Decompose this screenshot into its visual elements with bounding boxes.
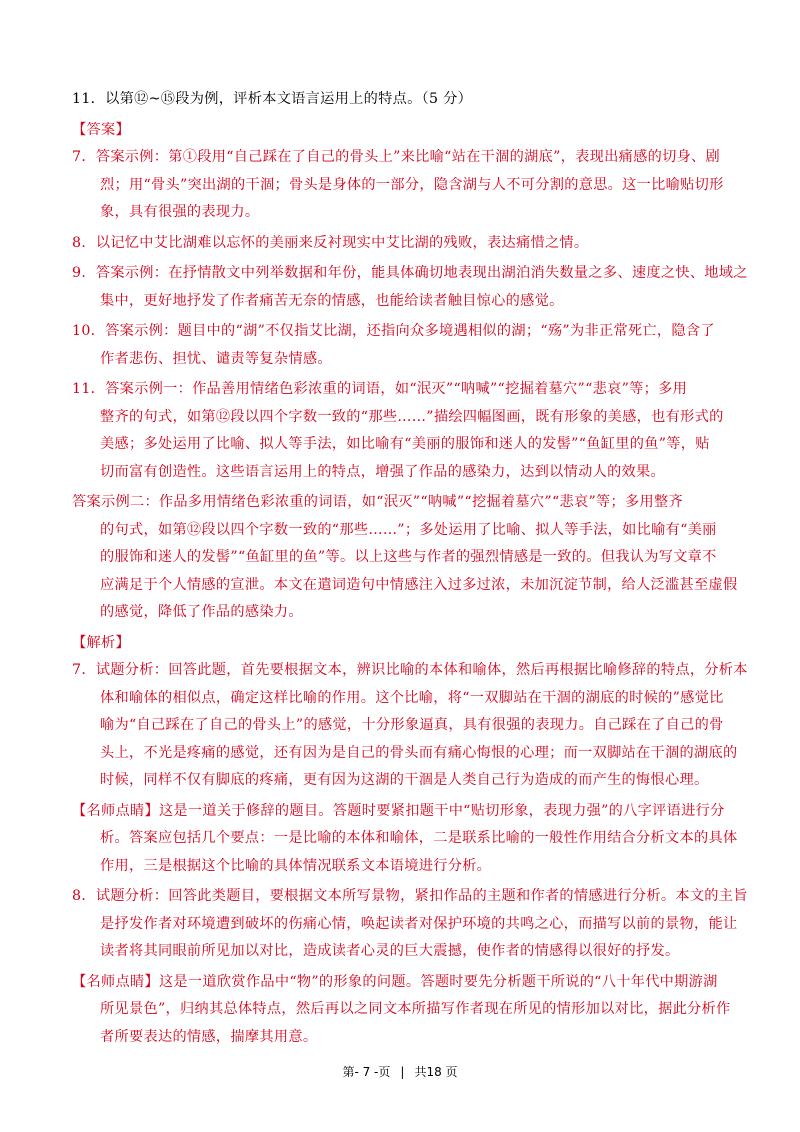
- answer-line: 的服饰和迷人的发髻”“鱼缸里的鱼”等。以上这些与作者的强烈情感是一致的。但我认为写文章不: [100, 549, 717, 565]
- answer-7: [72, 144, 732, 227]
- document-body: [72, 86, 748, 1054]
- footer-separator: |: [400, 1065, 405, 1079]
- teacher-tip-line: 这是一道关于修辞的题目。答题时要紧扣题干中“贴切形象，表现力强”的八字评语进行分: [158, 802, 725, 819]
- answer-8: [72, 230, 732, 258]
- teacher-tip-line: 析。答案应包括几个要点：一是比喻的本体和喻体，二是联系比喻的一般性作用结合分析文本的具体: [100, 830, 738, 846]
- answer-number: 11．: [72, 381, 106, 397]
- analysis-line: 体和喻体的相似点，确定这样比喻的作用。这个比喻，将“一双脚站在干涸的湖底的时候的”感觉比: [100, 689, 724, 706]
- teacher-tip-tag: 【名师点睛】: [72, 802, 159, 819]
- analysis-line: 试题分析：回答此题，首先要根据文本，辨识比喻的本体和喻体，然后再根据比喻修辞的特点，分析本: [95, 662, 748, 678]
- answer-11-example-2: [72, 489, 738, 627]
- answer-number: 10．: [72, 323, 106, 339]
- answer-line: 整齐的句式，如第⑫段以四个字数一致的“那些……”描绘四幅图画，既有形象的美感，也有形式的: [100, 408, 724, 425]
- answer-line: 的句式，如第⑫段以四个字数一致的“那些……”；多处运用了比喻、拟人等手法，如比喻有“美丽: [100, 521, 717, 538]
- answer-line: 集中，更好地抒发了作者痛苦无奈的情感，也能给读者触目惊心的感觉。: [100, 292, 564, 309]
- answer-line: 烈；用“骨头”突出湖的干涸；骨头是身体的一部分，隐含湖与人不可分割的意思。这一比喻贴切形: [100, 176, 724, 193]
- answer-number: 8．: [72, 234, 96, 251]
- answer-line: 答案示例一：作品善用情绪色彩浓重的词语，如“泯灭”“呐喊”“挖掘着墓穴”“悲哀”等；多用: [105, 381, 688, 397]
- answer-line: 答案示例二：作品多用情绪色彩浓重的词语，如“泯灭”“呐喊”“挖掘着墓穴”“悲哀”等；多用整齐: [72, 494, 683, 510]
- answer-line: 答案示例：第①段用“自己踩在了自己的骨头上”来比喻“站在干涸的湖底”，表现出痛感的切身、剧: [95, 149, 721, 165]
- answer-number: 7．: [72, 149, 96, 165]
- teacher-tip-7: [72, 798, 738, 881]
- answer-line: 以记忆中艾比湖难以忘怀的美丽来反衬现实中艾比湖的残败，表达痛惜之情。: [95, 234, 589, 251]
- answer-header: 【答案】: [72, 121, 130, 138]
- analysis-line: 头上，不光是疼痛的感觉，还有因为是自己的骨头而有痛心悔恨的心理；而一双脚站在干涸的湖底的: [100, 744, 738, 761]
- answer-number: 9．: [72, 265, 96, 281]
- answer-9: [72, 260, 748, 315]
- analysis-header: 【解析】: [72, 634, 130, 651]
- page-number: 第- 7 -页: [342, 1065, 391, 1079]
- page-footer: [0, 1063, 800, 1080]
- answer-11: [72, 376, 732, 486]
- teacher-tip-line: 作用，三是根据这个比喻的具体情况联系文本语境进行分析。: [100, 857, 492, 874]
- teacher-tip-line: 所见景色”，归纳其总体特点，然后再以之同文本所描写作者现在所见的情形加以对比，据此分析作: [100, 1001, 731, 1017]
- analysis-line: 时候，同样不仅有脚底的疼痛，更有因为这湖的干涸是人类自己行为造成的而产生的悔恨心理。: [100, 772, 709, 788]
- answer-line: 答案示例：在抒情散文中列举数据和年份，能具体确切地表现出湖泊消失数量之多、速度之快、地域之: [95, 265, 748, 281]
- analysis-7: [72, 657, 748, 795]
- answer-line: 答案示例：题目中的“湖”不仅指艾比湖，还指向众多境遇相似的湖；“殇”为非正常死亡，隐含了: [105, 323, 715, 339]
- analysis-number: 7．: [72, 662, 96, 678]
- teacher-tip-8: [72, 969, 732, 1052]
- answer-line: 的感觉，降低了作品的感染力。: [100, 604, 303, 620]
- answer-line: 作者悲伤、担忧、谴责等复杂情感。: [100, 350, 332, 367]
- analysis-number: 8．: [72, 888, 96, 904]
- analysis-8: [72, 883, 748, 966]
- answer-10: [72, 318, 732, 373]
- analysis-line: 试题分析：回答此类题目，要根据文本所写景物，紧扣作品的主题和作者的情感进行分析。本文的主旨: [95, 888, 748, 904]
- answer-line: 应满足于个人情感的宣泄。本文在遣词造句中情感注入过多过浓，未加沉淀节制，给人泛滥甚至虚假: [100, 576, 738, 593]
- answer-line: 切而富有创造性。这些语言运用上的特点，增强了作品的感染力，达到以情动人的效果。: [100, 463, 666, 480]
- analysis-line: 喻为“自己踩在了自己的骨头上”的感觉，十分形象逼真，具有很强的表现力。自己踩在了自己的骨: [100, 717, 724, 733]
- teacher-tip-line: 者所要表达的情感，揣摩其用意。: [100, 1028, 318, 1045]
- question-11: 11．以第⑫~⑮段为例，评析本文语言运用上的特点。（5 分）: [72, 91, 473, 107]
- answer-line: 象，具有很强的表现力。: [100, 204, 260, 220]
- teacher-tip-line: 这是一道欣赏作品中“物”的形象的问题。答题时要先分析题干所说的“八十年代中期游湖: [158, 973, 718, 990]
- answer-line: 美感；多处运用了比喻、拟人等手法，如比喻有“美丽的服饰和迷人的发髻”“鱼缸里的鱼”等，贴: [100, 436, 710, 452]
- total-pages: 共18 页: [414, 1065, 458, 1079]
- analysis-line: 是抒发作者对环境遭到破坏的伤痛心情，唤起读者对保护环境的共鸣之心，而描写以前的景物，能让: [100, 915, 738, 932]
- analysis-line: 读者将其同眼前所见加以对比，造成读者心灵的巨大震撼，使作者的情感得以很好的抒发。: [100, 943, 680, 959]
- teacher-tip-tag: 【名师点睛】: [72, 973, 159, 990]
